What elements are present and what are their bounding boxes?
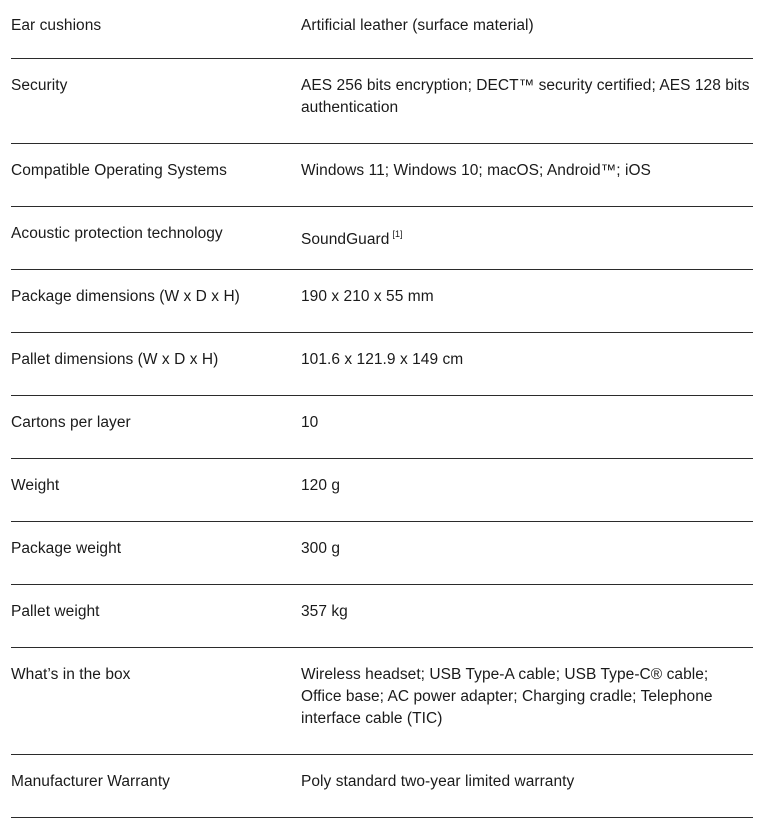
spec-value: 357 kg bbox=[301, 603, 348, 620]
spec-label: Acoustic protection technology bbox=[11, 225, 223, 242]
spec-row-ear-cushions bbox=[11, 0, 753, 59]
spec-value: Windows 11; Windows 10; macOS; Android™; iOS bbox=[301, 162, 651, 179]
spec-value: Poly standard two-year limited warranty bbox=[301, 773, 575, 790]
spec-label: Pallet dimensions (W x D x H) bbox=[11, 351, 219, 368]
spec-label: Package weight bbox=[11, 540, 122, 557]
spec-row-compatible-os bbox=[11, 144, 753, 207]
spec-value: 101.6 x 121.9 x 149 cm bbox=[301, 351, 464, 368]
spec-row-acoustic-protection bbox=[11, 207, 753, 270]
spec-value: 10 bbox=[301, 414, 319, 431]
spec-value-container bbox=[301, 223, 753, 269]
footnote-link[interactable]: [1] bbox=[392, 229, 403, 239]
specifications-table bbox=[11, 0, 753, 818]
spec-row-package-dimensions bbox=[11, 270, 753, 333]
spec-row-security bbox=[11, 59, 753, 144]
spec-row-whats-in-the-box bbox=[11, 648, 753, 755]
spec-value: Wireless headset; USB Type-A cable; USB Type-C® cable; Office base; AC power adapter; Charging cradle; Telephone interface cable (TIC) bbox=[301, 666, 713, 727]
spec-label: Ear cushions bbox=[11, 17, 102, 34]
spec-label: What’s in the box bbox=[11, 666, 131, 683]
spec-label: Pallet weight bbox=[11, 603, 100, 620]
spec-value: Artificial leather (surface material) bbox=[301, 17, 534, 34]
spec-label: Package dimensions (W x D x H) bbox=[11, 288, 240, 305]
spec-value: AES 256 bits encryption; DECT™ security certified; AES 128 bits authentication bbox=[301, 77, 750, 116]
spec-label: Security bbox=[11, 77, 68, 94]
spec-label: Manufacturer Warranty bbox=[11, 773, 170, 790]
spec-label: Weight bbox=[11, 477, 60, 494]
spec-label: Cartons per layer bbox=[11, 414, 131, 431]
spec-value: 120 g bbox=[301, 477, 341, 494]
spec-row-pallet-dimensions bbox=[11, 333, 753, 396]
spec-value: 190 x 210 x 55 mm bbox=[301, 288, 434, 305]
spec-row-pallet-weight bbox=[11, 585, 753, 648]
spec-row-package-weight bbox=[11, 522, 753, 585]
spec-row-manufacturer-warranty bbox=[11, 755, 753, 818]
spec-label: Compatible Operating Systems bbox=[11, 162, 227, 179]
spec-row-weight bbox=[11, 459, 753, 522]
spec-row-cartons-per-layer bbox=[11, 396, 753, 459]
spec-value: SoundGuard bbox=[301, 231, 390, 248]
spec-value: 300 g bbox=[301, 540, 341, 557]
